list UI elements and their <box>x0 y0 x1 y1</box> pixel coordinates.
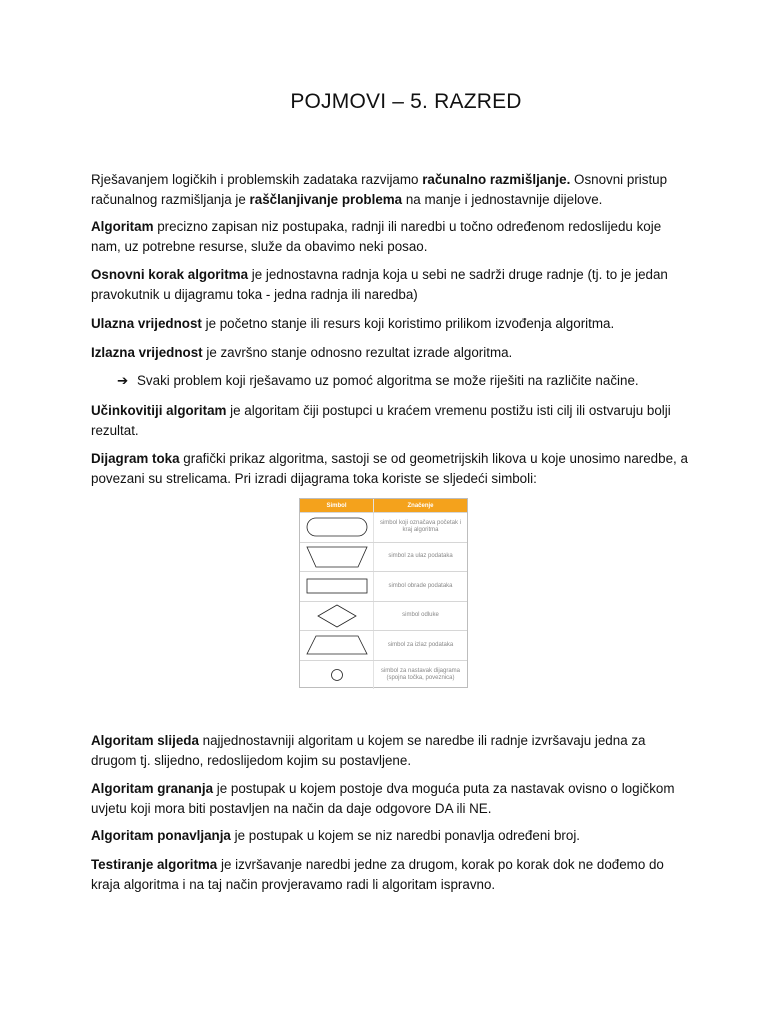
rectangle-icon <box>306 578 368 594</box>
flowchart-symbols-table <box>299 498 468 688</box>
header-symbol: Simbol <box>300 499 374 512</box>
header-meaning: Značenje <box>407 502 434 509</box>
paragraph-loop-algorithm: Algoritam ponavljanja je postupak u kojem se niz naredbi ponavlja određeni broj. <box>91 828 581 843</box>
table-row <box>300 542 467 572</box>
arrow-right-icon: ➔ <box>117 373 129 388</box>
diamond-icon <box>317 604 357 628</box>
paragraph-branching-algorithm: Algoritam grananja je postupak u kojem postoje dva moguća puta za nastavak ovisno o logičkom uvjetu koji mora biti postavljen na način da daje odgovore DA ili NE. <box>91 781 675 816</box>
paragraph-algorithm-testing: Testiranje algoritma je izvršavanje naredbi jedne za drugom, korak po korak dok ne dođemo do kraja algoritma i na taj način provjeravamo radi li algoritam ispravno. <box>91 857 664 892</box>
term: Učinkovitiji algoritam <box>91 403 227 418</box>
symbol-meaning: simbol za nastavak dijagrama (spojna točka, poveznica) <box>380 667 461 681</box>
paragraph-algorithm: Algoritam precizno zapisan niz postupaka, radnji ili naredbi u točno određenom redoslijedu koje nam, uz potrebne resurse, služe da obavimo neki posao. <box>91 219 662 254</box>
term: Algoritam <box>91 219 154 234</box>
symbol-meaning: simbol za izlaz podataka <box>387 641 454 648</box>
paragraph-intro: Rješavanjem logičkih i problemskih zadataka razvijamo računalno razmišljanje. Osnovni pristup računalnog razmišljanja je raščlanjivanje problema na manje i jednostavnije dijelove. <box>91 172 668 207</box>
term: Izlazna vrijednost <box>91 345 203 360</box>
paragraph-basic-step: Osnovni korak algoritma je jednostavna radnja koja u sebi ne sadrži druge radnje (tj. to je jedan pravokutnik u dijagramu toka - jedna radnja ili naredba) <box>91 267 668 302</box>
trapezoid-inverted-icon <box>306 635 368 655</box>
paragraph-efficient-algorithm: Učinkovitiji algoritam je algoritam čiji postupci u kraćem vremenu postižu isti cilj ili ostvaruju bolji rezultat. <box>91 403 671 438</box>
bullet-note: ➔ Svaki problem koji rješavamo uz pomoć algoritma se može riješiti na različite načine. <box>117 371 692 391</box>
symbol-meaning: simbol obrade podataka <box>388 582 453 589</box>
term: Osnovni korak algoritma <box>91 267 249 282</box>
paragraph-output-value: Izlazna vrijednost je završno stanje odnosno rezultat izrade algoritma. <box>91 345 513 360</box>
paragraph-input-value: Ulazna vrijednost je početno stanje ili resurs koji koristimo prilikom izvođenja algoritma. <box>91 316 615 331</box>
trapezoid-icon <box>306 546 368 568</box>
table-row <box>300 601 467 631</box>
term-computational-thinking: računalno razmišljanje. <box>422 172 571 187</box>
paragraph-sequence-algorithm: Algoritam slijeda najjednostavniji algoritam u kojem se naredbe ili radnje izvršavaju jedna za drugom tj. slijedno, redoslijedom kojim su postavljene. <box>91 733 646 768</box>
term: Algoritam slijeda <box>91 733 199 748</box>
table-row <box>300 512 467 542</box>
term: Algoritam ponavljanja <box>91 828 231 843</box>
term: Testiranje algoritma <box>91 857 218 872</box>
table-row <box>300 660 467 690</box>
term: Dijagram toka <box>91 451 180 466</box>
table-row <box>300 571 467 601</box>
table-row <box>300 630 467 660</box>
paragraph-flowchart: Dijagram toka grafički prikaz algoritma, sastoji se od geometrijskih likova u koje unosimo naredbe, a povezani su strelicama. Pri izradi dijagrama toka koriste se sljedeći simboli: <box>91 451 688 486</box>
term-problem-decomposition: raščlanjivanje problema <box>249 191 403 207</box>
symbol-meaning: simbol odluke <box>402 612 439 619</box>
symbol-meaning: simbol za ulaz podataka <box>388 553 453 560</box>
circle-icon <box>330 668 344 682</box>
symbol-meaning: simbol koji označava početak i kraj algoritma <box>379 520 462 534</box>
page-title: POJMOVI – 5. RAZRED <box>290 90 522 113</box>
table-header <box>300 499 467 512</box>
term: Algoritam grananja <box>91 781 214 796</box>
term: Ulazna vrijednost <box>91 316 202 331</box>
rounded-rect-icon <box>306 517 368 537</box>
